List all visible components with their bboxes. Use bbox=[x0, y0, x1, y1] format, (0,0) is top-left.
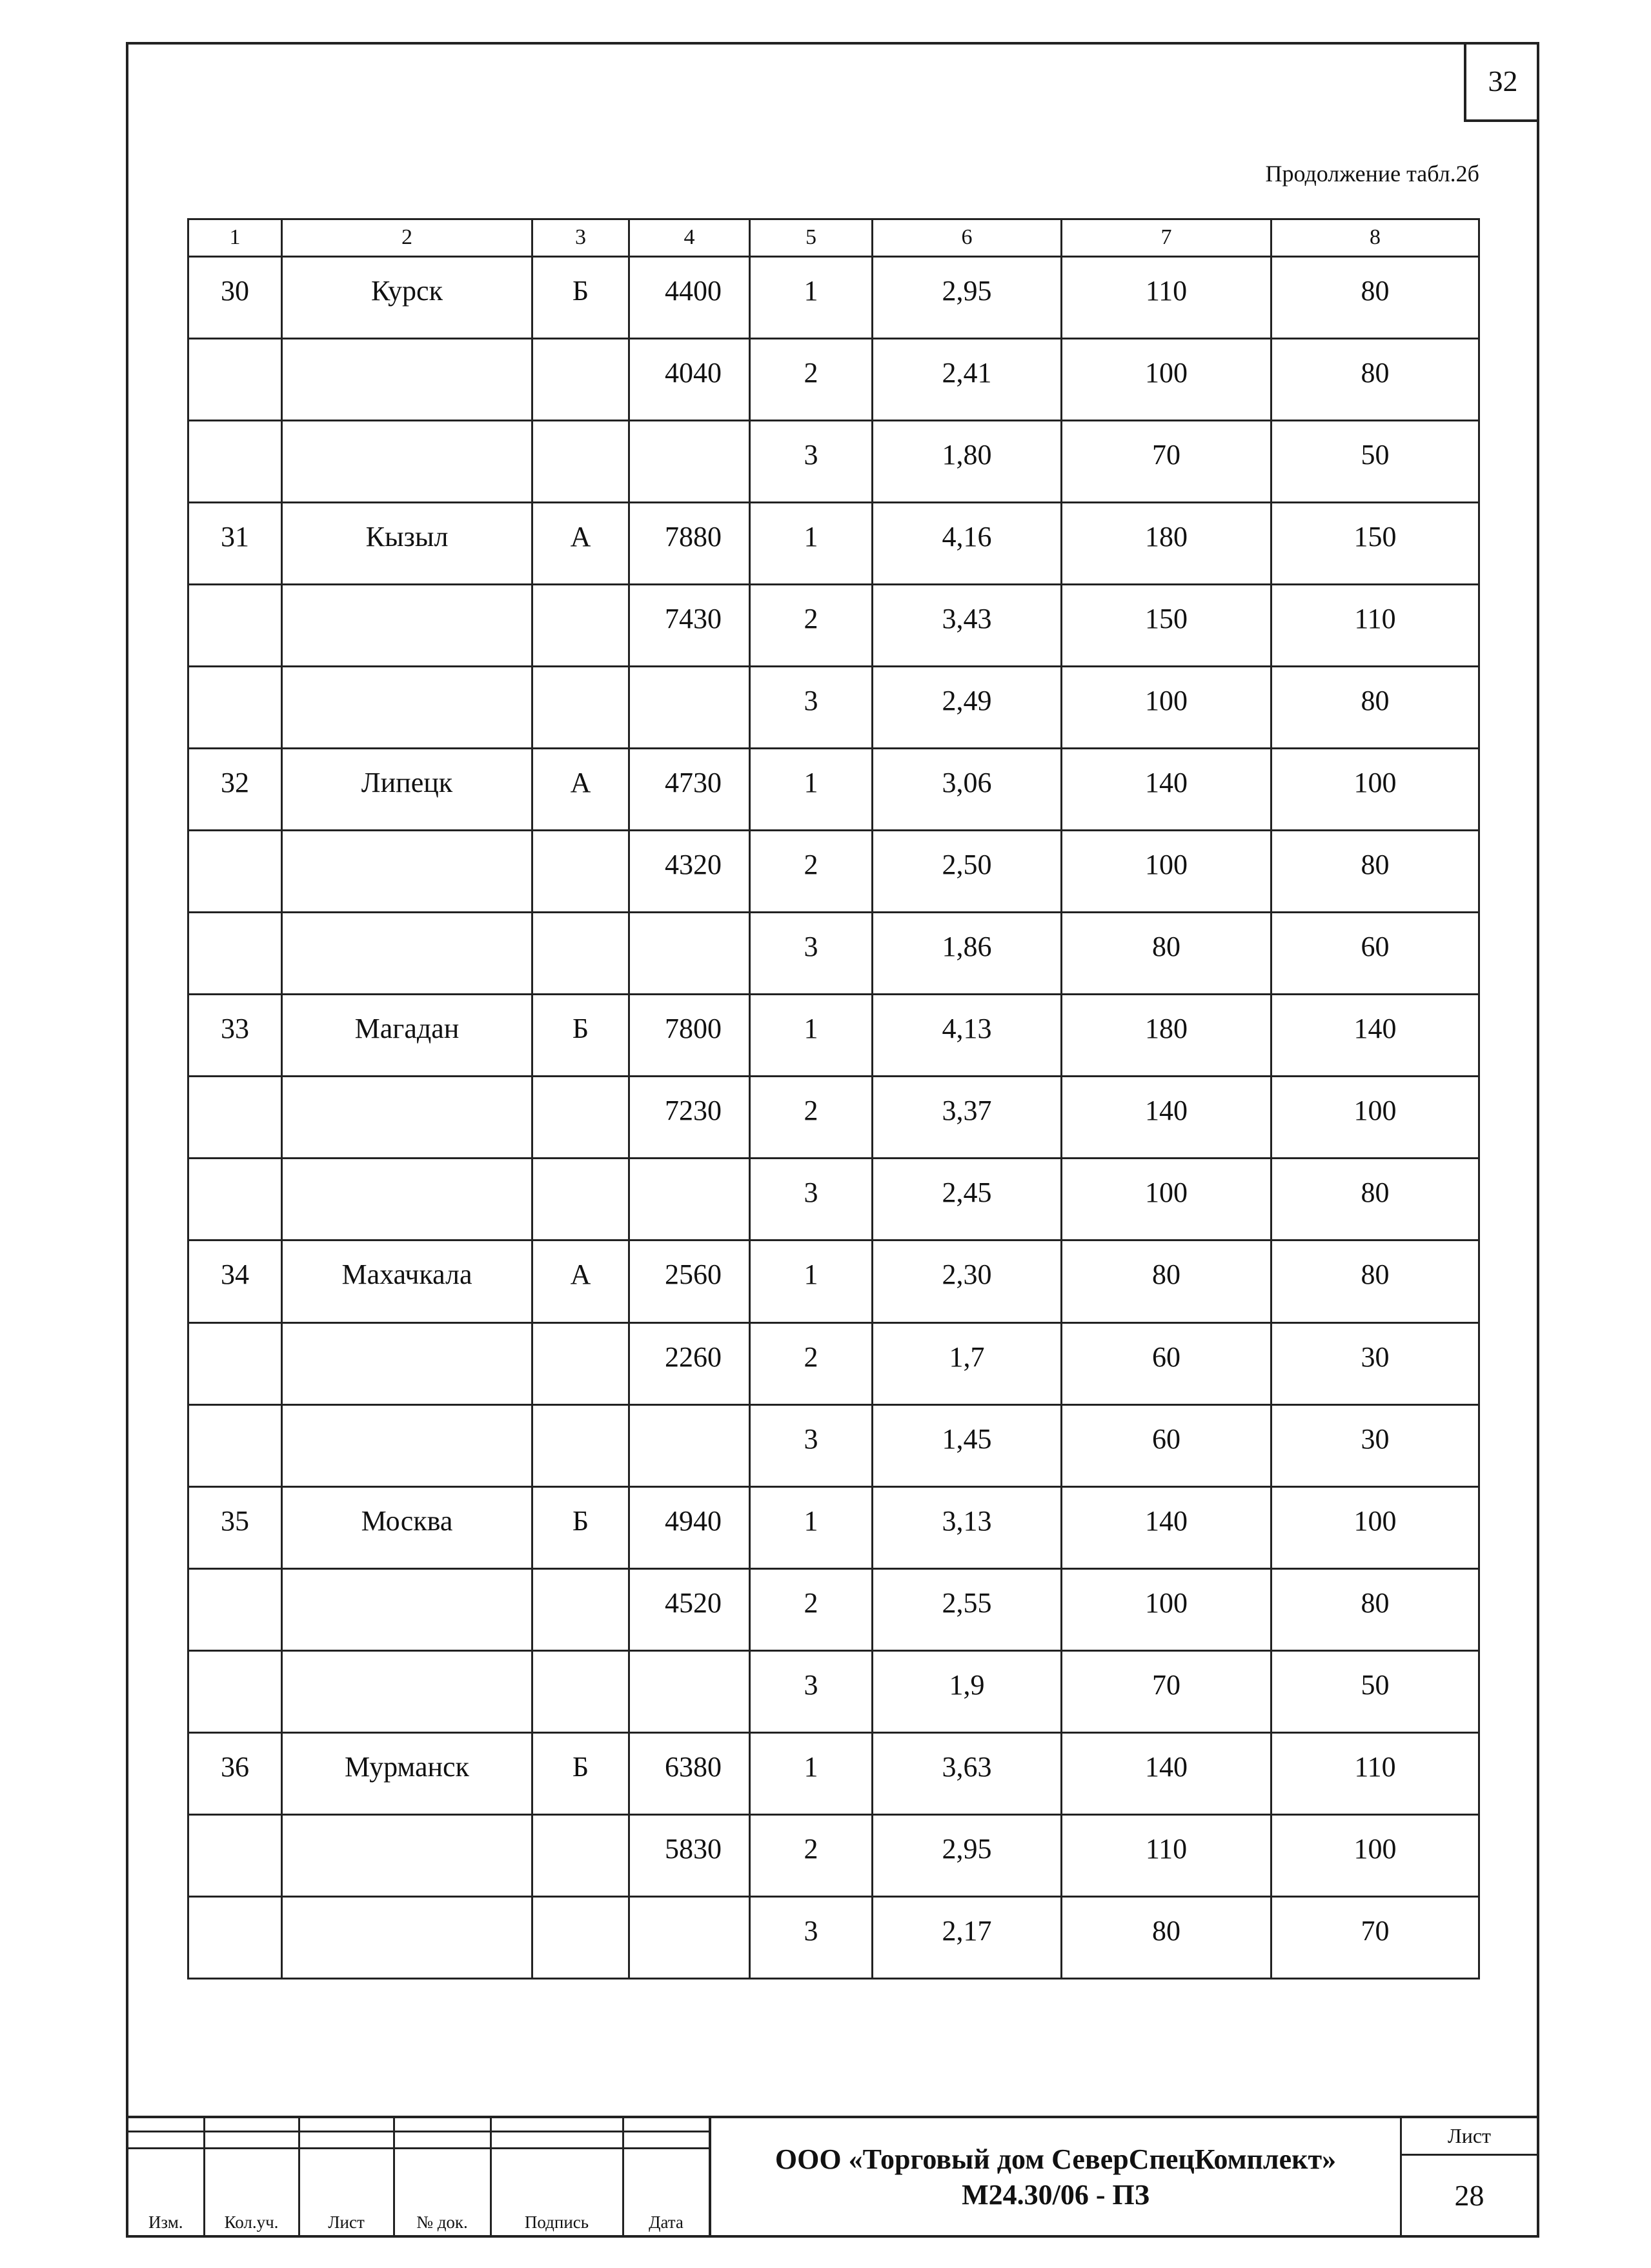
table-cell bbox=[532, 421, 629, 503]
table-cell bbox=[188, 831, 282, 913]
table-cell bbox=[188, 1814, 282, 1896]
table-cell: А bbox=[532, 749, 629, 831]
table-cell: 110 bbox=[1062, 1814, 1271, 1896]
table-cell: 1,80 bbox=[873, 421, 1062, 503]
table-cell: 80 bbox=[1062, 913, 1271, 995]
table-cell bbox=[532, 1650, 629, 1732]
table-cell bbox=[282, 1404, 532, 1486]
table-cell: 4940 bbox=[629, 1486, 750, 1568]
table-cell: 3 bbox=[750, 1650, 873, 1732]
page-number: 32 bbox=[1464, 42, 1539, 122]
revision-column-label: Дата bbox=[623, 2148, 709, 2235]
table-cell: 150 bbox=[1062, 585, 1271, 667]
table-cell: 100 bbox=[1271, 1486, 1479, 1568]
table-cell: 33 bbox=[188, 995, 282, 1077]
table-row bbox=[188, 995, 1479, 1077]
table-row bbox=[188, 338, 1479, 420]
table-cell: 110 bbox=[1062, 256, 1271, 338]
table-cell bbox=[188, 1322, 282, 1404]
table-cell: 1,86 bbox=[873, 913, 1062, 995]
table-cell: 110 bbox=[1271, 1732, 1479, 1814]
table-cell: 7800 bbox=[629, 995, 750, 1077]
table-cell bbox=[282, 1159, 532, 1240]
table-cell: 3,06 bbox=[873, 749, 1062, 831]
table-cell: 3 bbox=[750, 1896, 873, 1978]
table-cell bbox=[188, 913, 282, 995]
table-cell: Мурманск bbox=[282, 1732, 532, 1814]
column-header: 6 bbox=[873, 219, 1062, 257]
table-cell bbox=[188, 585, 282, 667]
table-cell bbox=[188, 421, 282, 503]
table-cell: 3 bbox=[750, 667, 873, 749]
table-cell: 100 bbox=[1271, 749, 1479, 831]
table-cell bbox=[282, 421, 532, 503]
table-cell: 1,9 bbox=[873, 1650, 1062, 1732]
table-cell: 34 bbox=[188, 1240, 282, 1322]
table-cell bbox=[282, 1568, 532, 1650]
table-cell bbox=[188, 1650, 282, 1732]
table-cell: 70 bbox=[1271, 1896, 1479, 1978]
table-cell: 3,37 bbox=[873, 1077, 1062, 1159]
table-cell: Магадан bbox=[282, 995, 532, 1077]
table-cell bbox=[532, 1568, 629, 1650]
column-header: 2 bbox=[282, 219, 532, 257]
table-row bbox=[188, 421, 1479, 503]
table-cell: 100 bbox=[1062, 667, 1271, 749]
table-cell: 100 bbox=[1271, 1077, 1479, 1159]
table-cell: 4040 bbox=[629, 338, 750, 420]
company-name: ООО «Торговый дом СеверСпецКомплект» bbox=[775, 2143, 1337, 2175]
table-cell bbox=[282, 1650, 532, 1732]
table-cell: 2,41 bbox=[873, 338, 1062, 420]
title-block bbox=[128, 2116, 1537, 2235]
table-cell bbox=[282, 1322, 532, 1404]
table-cell: 100 bbox=[1271, 1814, 1479, 1896]
table-cell: 2,95 bbox=[873, 256, 1062, 338]
table-cell: 5830 bbox=[629, 1814, 750, 1896]
table-row bbox=[188, 1322, 1479, 1404]
revision-grid bbox=[128, 2118, 711, 2235]
table-cell: 110 bbox=[1271, 585, 1479, 667]
table-cell: Махачкала bbox=[282, 1240, 532, 1322]
table-cell: 2560 bbox=[629, 1240, 750, 1322]
table-cell: 180 bbox=[1062, 503, 1271, 585]
revision-column-label: Кол.уч. bbox=[204, 2148, 299, 2235]
sheet-number: 28 bbox=[1454, 2179, 1484, 2212]
table-cell: Липецк bbox=[282, 749, 532, 831]
table-cell bbox=[532, 1322, 629, 1404]
table-cell: 140 bbox=[1271, 995, 1479, 1077]
table-cell: 100 bbox=[1062, 1159, 1271, 1240]
table-cell: 100 bbox=[1062, 338, 1271, 420]
table-cell bbox=[629, 421, 750, 503]
table-cell bbox=[532, 667, 629, 749]
table-row bbox=[188, 585, 1479, 667]
table-cell: 4,13 bbox=[873, 995, 1062, 1077]
table-cell: 7880 bbox=[629, 503, 750, 585]
table-cell: 30 bbox=[1271, 1322, 1479, 1404]
table-cell: Б bbox=[532, 256, 629, 338]
table-cell bbox=[532, 913, 629, 995]
table-cell: 80 bbox=[1271, 338, 1479, 420]
table-cell: 4,16 bbox=[873, 503, 1062, 585]
table-row bbox=[188, 503, 1479, 585]
table-cell: Кызыл bbox=[282, 503, 532, 585]
table-cell: 180 bbox=[1062, 995, 1271, 1077]
table-cell: 2,55 bbox=[873, 1568, 1062, 1650]
table-cell: 3 bbox=[750, 1159, 873, 1240]
revision-column-label: № док. bbox=[394, 2148, 491, 2235]
sheet-label: Лист bbox=[1402, 2118, 1537, 2156]
table-cell: А bbox=[532, 503, 629, 585]
table-cell: 100 bbox=[1062, 831, 1271, 913]
table-row bbox=[188, 1404, 1479, 1486]
table-cell: 2,95 bbox=[873, 1814, 1062, 1896]
table-cell: Москва bbox=[282, 1486, 532, 1568]
table-cell: 80 bbox=[1062, 1240, 1271, 1322]
table-cell: 2 bbox=[750, 1568, 873, 1650]
table-row bbox=[188, 913, 1479, 995]
table-cell: 7230 bbox=[629, 1077, 750, 1159]
table-cell: 140 bbox=[1062, 1077, 1271, 1159]
table-cell bbox=[629, 1404, 750, 1486]
table-cell: 140 bbox=[1062, 1486, 1271, 1568]
table-cell bbox=[188, 1404, 282, 1486]
table-row bbox=[188, 1077, 1479, 1159]
table-cell: Б bbox=[532, 995, 629, 1077]
table-row bbox=[188, 667, 1479, 749]
table-cell: 3,63 bbox=[873, 1732, 1062, 1814]
table-row bbox=[188, 1732, 1479, 1814]
table-cell: 60 bbox=[1062, 1404, 1271, 1486]
table-cell: 2,30 bbox=[873, 1240, 1062, 1322]
table-cell bbox=[188, 1896, 282, 1978]
table-cell: 4320 bbox=[629, 831, 750, 913]
table-cell bbox=[282, 1814, 532, 1896]
table-cell: 2 bbox=[750, 1077, 873, 1159]
table-cell: 30 bbox=[1271, 1404, 1479, 1486]
table-cell: 3 bbox=[750, 1404, 873, 1486]
table-cell: 4730 bbox=[629, 749, 750, 831]
table-cell: 2,49 bbox=[873, 667, 1062, 749]
table-cell bbox=[188, 1159, 282, 1240]
table-cell: 70 bbox=[1062, 421, 1271, 503]
table-cell: 1 bbox=[750, 1486, 873, 1568]
table-cell bbox=[532, 1159, 629, 1240]
table-cell: 1 bbox=[750, 503, 873, 585]
table-cell: 1,7 bbox=[873, 1322, 1062, 1404]
stamp-title bbox=[709, 2118, 1400, 2235]
column-header: 1 bbox=[188, 219, 282, 257]
table-cell: 3,43 bbox=[873, 585, 1062, 667]
table-cell: 2260 bbox=[629, 1322, 750, 1404]
table-cell bbox=[282, 667, 532, 749]
table-cell: 2,50 bbox=[873, 831, 1062, 913]
document-code: М24.30/06 - ПЗ bbox=[962, 2178, 1150, 2211]
table-row bbox=[188, 1896, 1479, 1978]
column-header: 4 bbox=[629, 219, 750, 257]
table-cell: 2 bbox=[750, 338, 873, 420]
table-cell bbox=[282, 831, 532, 913]
table-cell: 2,45 bbox=[873, 1159, 1062, 1240]
table-cell: 1 bbox=[750, 995, 873, 1077]
data-table bbox=[187, 218, 1480, 1979]
table-cell bbox=[532, 1896, 629, 1978]
table-cell: 1,45 bbox=[873, 1404, 1062, 1486]
table-cell: 80 bbox=[1271, 1159, 1479, 1240]
table-cell bbox=[629, 1896, 750, 1978]
table-cell: Курск bbox=[282, 256, 532, 338]
table-cell bbox=[532, 1404, 629, 1486]
table-cell bbox=[282, 338, 532, 420]
table-cell bbox=[629, 667, 750, 749]
column-header: 5 bbox=[750, 219, 873, 257]
table-cell bbox=[188, 667, 282, 749]
table-cell: 80 bbox=[1062, 1896, 1271, 1978]
table-cell: 2 bbox=[750, 1814, 873, 1896]
table-cell: 50 bbox=[1271, 421, 1479, 503]
table-cell: 80 bbox=[1271, 1568, 1479, 1650]
column-header: 8 bbox=[1271, 219, 1479, 257]
table-cell bbox=[532, 585, 629, 667]
table-cell: 140 bbox=[1062, 749, 1271, 831]
table-cell: 150 bbox=[1271, 503, 1479, 585]
table-cell: Б bbox=[532, 1732, 629, 1814]
table-cell: 2 bbox=[750, 585, 873, 667]
table-cell: 3,13 bbox=[873, 1486, 1062, 1568]
table-cell: 2,17 bbox=[873, 1896, 1062, 1978]
table-cell: 6380 bbox=[629, 1732, 750, 1814]
table-cell: 80 bbox=[1271, 667, 1479, 749]
table-cell: 140 bbox=[1062, 1732, 1271, 1814]
column-header: 7 bbox=[1062, 219, 1271, 257]
table-row bbox=[188, 831, 1479, 913]
table-cell bbox=[532, 831, 629, 913]
table-cell: 60 bbox=[1271, 913, 1479, 995]
table-cell bbox=[532, 1077, 629, 1159]
table-cell: 4520 bbox=[629, 1568, 750, 1650]
table-cell: 35 bbox=[188, 1486, 282, 1568]
table-cell: А bbox=[532, 1240, 629, 1322]
table-cell: 3 bbox=[750, 913, 873, 995]
table-row bbox=[188, 1568, 1479, 1650]
table-cell: 1 bbox=[750, 749, 873, 831]
column-header: 3 bbox=[532, 219, 629, 257]
table-header-row bbox=[188, 219, 1479, 257]
table-cell: 32 bbox=[188, 749, 282, 831]
table-cell: 100 bbox=[1062, 1568, 1271, 1650]
table-cell bbox=[188, 338, 282, 420]
table-cell: 60 bbox=[1062, 1322, 1271, 1404]
table-cell: 2 bbox=[750, 831, 873, 913]
table-cell: 30 bbox=[188, 256, 282, 338]
table-cell: 7430 bbox=[629, 585, 750, 667]
table-continuation-caption: Продолжение табл.2б bbox=[1265, 161, 1479, 187]
table-cell bbox=[629, 1159, 750, 1240]
table-cell: 3 bbox=[750, 421, 873, 503]
table-cell bbox=[282, 585, 532, 667]
table-cell: 70 bbox=[1062, 1650, 1271, 1732]
table-row bbox=[188, 1486, 1479, 1568]
table-cell: 50 bbox=[1271, 1650, 1479, 1732]
table-cell: 36 bbox=[188, 1732, 282, 1814]
table-cell bbox=[532, 338, 629, 420]
table-row bbox=[188, 749, 1479, 831]
table-cell bbox=[629, 913, 750, 995]
table-row bbox=[188, 1159, 1479, 1240]
table-cell bbox=[282, 913, 532, 995]
table-cell: 80 bbox=[1271, 831, 1479, 913]
table-cell: 80 bbox=[1271, 256, 1479, 338]
table-cell bbox=[629, 1650, 750, 1732]
table-row bbox=[188, 1814, 1479, 1896]
table-row bbox=[188, 256, 1479, 338]
table-cell: 1 bbox=[750, 1240, 873, 1322]
table-row bbox=[188, 1240, 1479, 1322]
table-cell bbox=[282, 1077, 532, 1159]
table-cell: 80 bbox=[1271, 1240, 1479, 1322]
revision-column-label: Изм. bbox=[128, 2148, 204, 2235]
table-cell: 1 bbox=[750, 256, 873, 338]
table-cell: 4400 bbox=[629, 256, 750, 338]
table-cell: 2 bbox=[750, 1322, 873, 1404]
table-cell bbox=[188, 1077, 282, 1159]
revision-column-label: Подпись bbox=[491, 2148, 623, 2235]
table-cell: 1 bbox=[750, 1732, 873, 1814]
table-cell bbox=[532, 1814, 629, 1896]
sheet-box bbox=[1400, 2118, 1537, 2235]
table-cell: Б bbox=[532, 1486, 629, 1568]
revision-column-label: Лист bbox=[299, 2148, 394, 2235]
table-cell bbox=[282, 1896, 532, 1978]
table-cell bbox=[188, 1568, 282, 1650]
table-cell: 31 bbox=[188, 503, 282, 585]
table-row bbox=[188, 1650, 1479, 1732]
